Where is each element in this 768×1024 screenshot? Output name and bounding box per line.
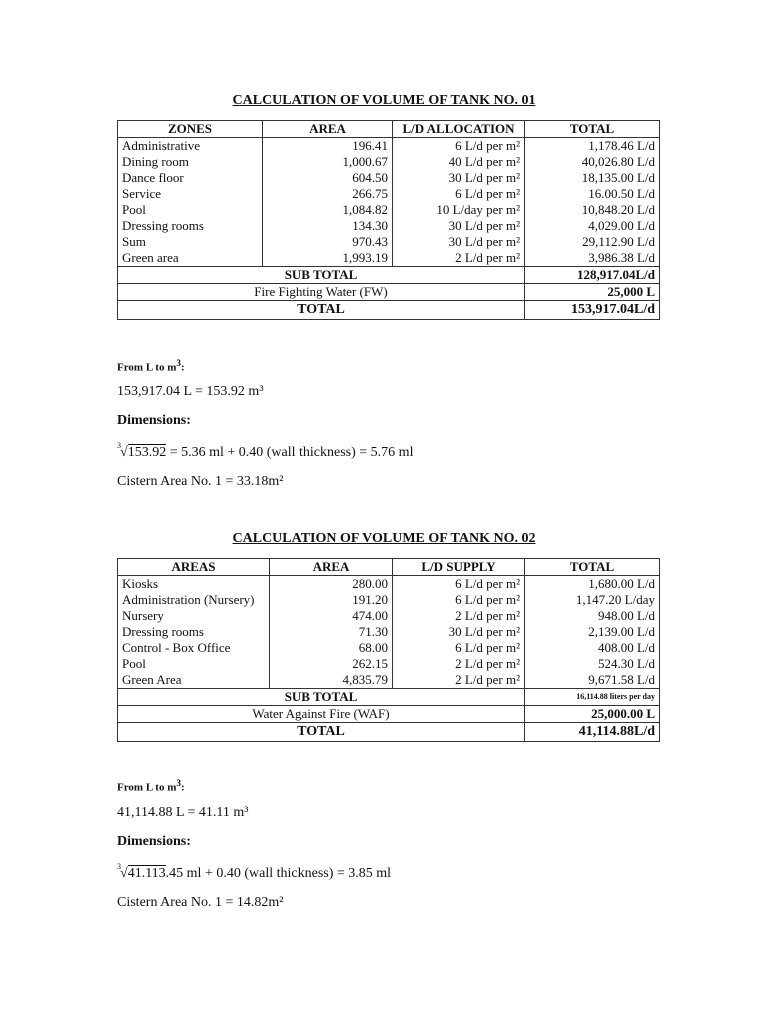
- allocation-cell: 6 L/d per m²: [393, 138, 525, 155]
- table-row: [118, 170, 660, 186]
- from-colon: :: [180, 361, 185, 374]
- area-cell: 196.41: [263, 138, 393, 155]
- area-name-cell: Administration (Nursery): [118, 592, 270, 608]
- from-label: From L to m: [117, 361, 177, 374]
- total-cell: 18,135.00 L/d: [525, 170, 660, 186]
- zone-cell: Dressing rooms: [118, 218, 263, 234]
- table-row: [118, 154, 660, 170]
- cube-root-formula: [117, 441, 414, 461]
- total-cell: 1,147.20 L/day: [525, 592, 660, 608]
- zone-cell: Service: [118, 186, 263, 202]
- cistern-area: Cistern Area No. 1 = 33.18m²: [117, 474, 284, 489]
- table-row: [118, 186, 660, 202]
- radical-icon: √: [120, 866, 128, 881]
- allocation-cell: 10 L/day per m²: [393, 202, 525, 218]
- total-cell: 29,112.90 L/d: [525, 234, 660, 250]
- total-cell: 948.00 L/d: [525, 608, 660, 624]
- table-header-row: [118, 559, 660, 576]
- fire-water-label: Fire Fighting Water (FW): [118, 284, 525, 301]
- subtotal-label: SUB TOTAL: [118, 267, 525, 284]
- subtotal-label: SUB TOTAL: [118, 689, 525, 706]
- area-name-cell: Control - Box Office: [118, 640, 270, 656]
- root-result: .45 ml + 0.40 (wall thickness) = 3.85 ml: [165, 866, 392, 881]
- fire-water-row: [118, 706, 660, 723]
- root-index: 3: [117, 862, 121, 871]
- area-cell: 280.00: [270, 576, 393, 593]
- table-row: [118, 234, 660, 250]
- from-colon: :: [180, 781, 185, 794]
- fire-water-value: 25,000 L: [525, 284, 660, 301]
- area-name-cell: Green Area: [118, 672, 270, 689]
- subtotal-value: 16,114.88 liters per day: [525, 689, 660, 706]
- column-header: AREA: [270, 559, 393, 576]
- root-value: 41.113: [127, 866, 166, 881]
- total-label: TOTAL: [118, 723, 525, 742]
- area-cell: 262.15: [270, 656, 393, 672]
- area-cell: 191.20: [270, 592, 393, 608]
- allocation-cell: 40 L/d per m²: [393, 154, 525, 170]
- cistern-area: Cistern Area No. 1 = 14.82m²: [117, 895, 284, 910]
- area-cell: 71.30: [270, 624, 393, 640]
- zone-cell: Administrative: [118, 138, 263, 155]
- total-cell: 408.00 L/d: [525, 640, 660, 656]
- total-cell: 4,029.00 L/d: [525, 218, 660, 234]
- table-row: [118, 250, 660, 267]
- tank1-table: [117, 120, 660, 320]
- allocation-cell: 30 L/d per m²: [393, 234, 525, 250]
- supply-cell: 2 L/d per m²: [393, 656, 525, 672]
- tank1-title: CALCULATION OF VOLUME OF TANK NO. 01: [232, 93, 536, 108]
- total-cell: 1,178.46 L/d: [525, 138, 660, 155]
- fire-water-value: 25,000.00 L: [525, 706, 660, 723]
- area-cell: 4,835.79: [270, 672, 393, 689]
- root-index: 3: [117, 441, 121, 450]
- fire-water-row: [118, 284, 660, 301]
- fire-water-label: Water Against Fire (WAF): [118, 706, 525, 723]
- total-cell: 9,671.58 L/d: [525, 672, 660, 689]
- from-label: From L to m: [117, 781, 177, 794]
- root-value: 153.92: [127, 445, 167, 460]
- area-cell: 1,084.82: [263, 202, 393, 218]
- table-row: [118, 656, 660, 672]
- column-header: L/D SUPPLY: [393, 559, 525, 576]
- total-row: [118, 723, 660, 742]
- zone-cell: Dance floor: [118, 170, 263, 186]
- area-name-cell: Dressing rooms: [118, 624, 270, 640]
- root-result: = 5.36 ml + 0.40 (wall thickness) = 5.76 ml: [166, 445, 414, 460]
- from-superscript: 3: [176, 358, 181, 368]
- table-row: [118, 640, 660, 656]
- supply-cell: 2 L/d per m²: [393, 608, 525, 624]
- supply-cell: 6 L/d per m²: [393, 640, 525, 656]
- column-header: L/D ALLOCATION: [393, 121, 525, 138]
- radical-icon: √: [120, 445, 128, 460]
- table-header-row: [118, 121, 660, 138]
- table-row: [118, 202, 660, 218]
- zone-cell: Sum: [118, 234, 263, 250]
- cube-root-formula: [117, 862, 392, 882]
- total-row: [118, 301, 660, 320]
- subtotal-row: [118, 689, 660, 706]
- area-name-cell: Pool: [118, 656, 270, 672]
- subtotal-value: 128,917.04L/d: [525, 267, 660, 284]
- area-cell: 134.30: [263, 218, 393, 234]
- subtotal-row: [118, 267, 660, 284]
- supply-cell: 2 L/d per m²: [393, 672, 525, 689]
- table-row: [118, 218, 660, 234]
- tank2-table: [117, 558, 660, 742]
- total-label: TOTAL: [118, 301, 525, 320]
- area-name-cell: Nursery: [118, 608, 270, 624]
- column-header: TOTAL: [525, 121, 660, 138]
- table-row: [118, 592, 660, 608]
- supply-cell: 6 L/d per m²: [393, 592, 525, 608]
- supply-cell: 30 L/d per m²: [393, 624, 525, 640]
- area-cell: 1,000.67: [263, 154, 393, 170]
- area-cell: 474.00: [270, 608, 393, 624]
- volume-conversion: 41,114.88 L = 41.11 m³: [117, 805, 249, 820]
- column-header: TOTAL: [525, 559, 660, 576]
- table-row: [118, 672, 660, 689]
- area-cell: 1,993.19: [263, 250, 393, 267]
- area-cell: 266.75: [263, 186, 393, 202]
- supply-cell: 6 L/d per m²: [393, 576, 525, 593]
- column-header: AREAS: [118, 559, 270, 576]
- allocation-cell: 6 L/d per m²: [393, 186, 525, 202]
- zone-cell: Green area: [118, 250, 263, 267]
- dimensions-heading: Dimensions:: [117, 834, 191, 849]
- table-row: [118, 608, 660, 624]
- total-value: 41,114.88L/d: [525, 723, 660, 742]
- allocation-cell: 2 L/d per m²: [393, 250, 525, 267]
- unit-conversion-heading: [117, 358, 185, 374]
- table-row: [118, 624, 660, 640]
- area-name-cell: Kiosks: [118, 576, 270, 593]
- total-value: 153,917.04L/d: [525, 301, 660, 320]
- zone-cell: Dining room: [118, 154, 263, 170]
- total-cell: 3,986.38 L/d: [525, 250, 660, 267]
- dimensions-heading: Dimensions:: [117, 413, 191, 428]
- from-superscript: 3: [176, 778, 181, 788]
- table-row: [118, 138, 660, 155]
- total-cell: 16.00.50 L/d: [525, 186, 660, 202]
- area-cell: 68.00: [270, 640, 393, 656]
- total-cell: 10,848.20 L/d: [525, 202, 660, 218]
- column-header: AREA: [263, 121, 393, 138]
- area-cell: 604.50: [263, 170, 393, 186]
- zone-cell: Pool: [118, 202, 263, 218]
- allocation-cell: 30 L/d per m²: [393, 218, 525, 234]
- area-cell: 970.43: [263, 234, 393, 250]
- allocation-cell: 30 L/d per m²: [393, 170, 525, 186]
- tank2-title: CALCULATION OF VOLUME OF TANK NO. 02: [232, 531, 536, 546]
- total-cell: 2,139.00 L/d: [525, 624, 660, 640]
- total-cell: 40,026.80 L/d: [525, 154, 660, 170]
- total-cell: 1,680.00 L/d: [525, 576, 660, 593]
- total-cell: 524.30 L/d: [525, 656, 660, 672]
- column-header: ZONES: [118, 121, 263, 138]
- volume-conversion: 153,917.04 L = 153.92 m³: [117, 384, 264, 399]
- unit-conversion-heading: [117, 778, 185, 794]
- table-row: [118, 576, 660, 593]
